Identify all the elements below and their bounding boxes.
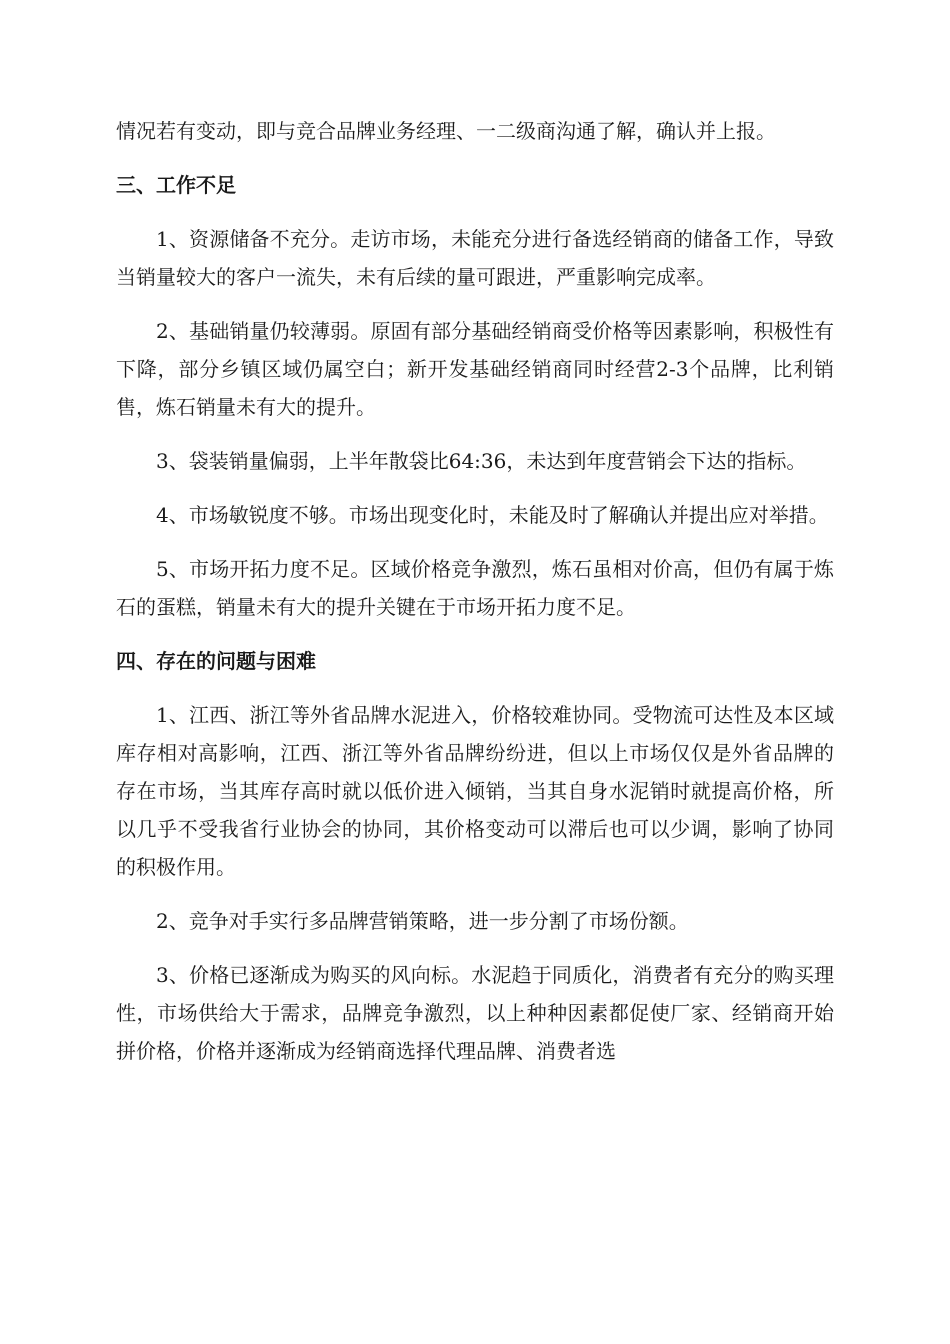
paragraph-problem-1: 1、江西、浙江等外省品牌水泥进入，价格较难协同。受物流可达性及本区域库存相对高影响，江西、浙江等外省品牌纷纷进，但以上市场仅仅是外省品牌的存在市场，当其库存高时就以低价进入倾销，当其自身水泥销时就提高价格，所以几乎不受我省行业协会的协同，其价格变动可以滞后也可以少调，影响了协同的积极作用。 <box>116 703 834 879</box>
section-heading-work-shortcomings: 三、工作不足 <box>116 173 236 197</box>
paragraph-shortcoming-5: 5、市场开拓力度不足。区域价格竞争激烈，炼石虽相对价高，但仍有属于炼石的蛋糕，销量未有大的提升关键在于市场开拓力度不足。 <box>116 557 834 619</box>
paragraph-problem-2: 2、竞争对手实行多品牌营销策略，进一步分割了市场份额。 <box>156 909 689 933</box>
section-heading-problems: 四、存在的问题与困难 <box>116 649 316 673</box>
paragraph-continuation: 情况若有变动，即与竞合品牌业务经理、一二级商沟通了解，确认并上报。 <box>116 119 776 143</box>
paragraph-shortcoming-4: 4、市场敏锐度不够。市场出现变化时，未能及时了解确认并提出应对举措。 <box>156 503 829 527</box>
paragraph-shortcoming-3: 3、袋装销量偏弱，上半年散袋比64:36，未达到年度营销会下达的指标。 <box>156 449 807 473</box>
paragraph-shortcoming-2: 2、基础销量仍较薄弱。原固有部分基础经销商受价格等因素影响，积极性有下降，部分乡镇区域仍属空白；新开发基础经销商同时经营2-3个品牌，比利销售，炼石销量未有大的提升。 <box>116 319 834 419</box>
paragraph-shortcoming-1: 1、资源储备不充分。走访市场，未能充分进行备选经销商的储备工作，导致当销量较大的客户一流失，未有后续的量可跟进，严重影响完成率。 <box>116 227 834 289</box>
paragraph-problem-3: 3、价格已逐渐成为购买的风向标。水泥趋于同质化，消费者有充分的购买理性，市场供给大于需求，品牌竞争激烈，以上种种因素都促使厂家、经销商开始拼价格，价格并逐渐成为经销商选择代理品牌、消费者选 <box>116 963 834 1063</box>
document-page <box>116 112 834 1070</box>
